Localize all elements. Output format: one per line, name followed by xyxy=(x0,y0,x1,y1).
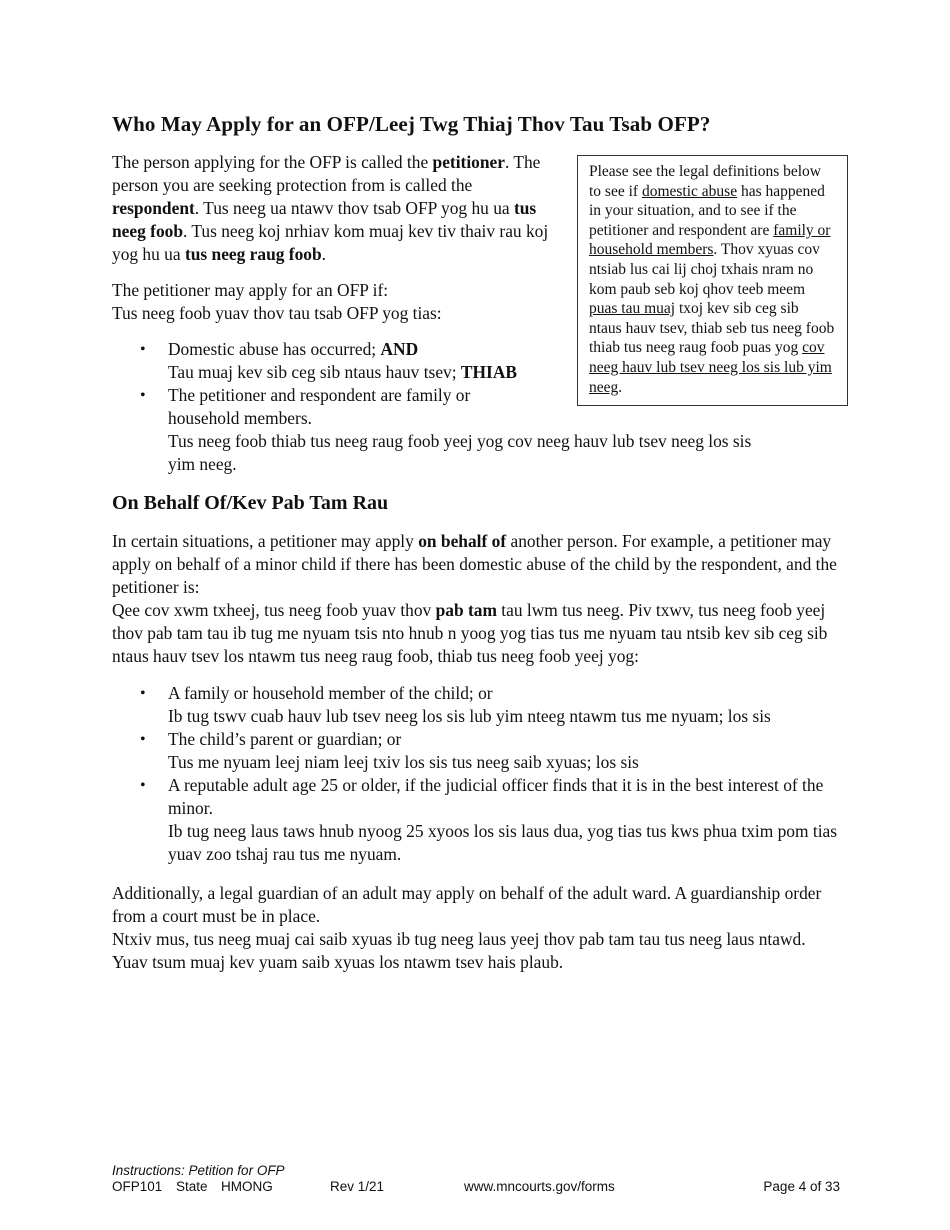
footer-page-number: Page 4 of 33 xyxy=(763,1179,840,1194)
page-heading: Who May Apply for an OFP/Leej Twg Thiaj Thov Tau Tsab OFP? xyxy=(112,112,711,136)
domestic-abuse-link: domestic abuse xyxy=(641,182,738,200)
additionally-paragraph: Additionally, a legal guardian of an adult may apply on behalf of the adult ward. A guardianship order from a court must be in place. Ntxiv mus, tus neeg muaj cai saib xyuas ib tug neeg laus yeej thov pab tam tau tus neeg laus ntawd. Yuav tsum muaj kev yuam saib xyuas los ntawm tsev hais plaub. xyxy=(112,883,822,972)
footer-form-number: OFP101 xyxy=(112,1179,163,1194)
footer-language: HMONG xyxy=(221,1179,273,1194)
conditions-list xyxy=(112,338,792,476)
definitions-note-box: Please see the legal definitions below to see if domestic abuse has happened in your situation, and to see if the petitioner and respondent are family or household members. Thov xyuas cov ntsiab lus cai lij choj txhais nram no kom paub seb koj qhov teeb meem puas tau muaj txoj kev sib ceg sib ntaus hauv tsev, thiab seb tus neeg foob thiab tus neeg raug foob puas yog cov neeg hauv lub tsev neeg los sis lub yim neeg. xyxy=(577,155,848,406)
footer-url[interactable]: www.mncourts.gov/forms xyxy=(464,1179,615,1194)
footer-title: Instructions: Petition for OFP xyxy=(112,1163,285,1178)
behalf-paragraph: In certain situations, a petitioner may apply on behalf of another person. For example, a petitioner may apply on behalf of a minor child if there has been domestic abuse of the child by the respondent, and the petitioner is: Qee cov xwm txheej, tus neeg foob yuav thov pab tam tau lwm tus neeg. Piv txwv, tus neeg foob yeej thov pab tam tau ib tug me nyuam tsis nto hnub n yoog yog tias tus me nyuam tau ntsib kev sib ceg sib ntaus hauv tsev los ntawm tus neeg raug foob, thiab tus neeg foob yeej yog: xyxy=(112,531,837,666)
puas-tau-muaj-link: puas tau muaj xyxy=(589,300,676,318)
footer-state: State xyxy=(176,1179,208,1194)
list-item: • Domestic abuse has occurred; AND Tau muaj kev sib ceg sib ntaus hauv tsev; THIAB xyxy=(112,338,792,384)
list-item: • A family or household member of the child; or Ib tug tswv cuab hauv lub tsev neeg los sis lub yim nteeg ntawm tus me nyuam; los sis xyxy=(112,682,838,728)
page-footer xyxy=(112,1163,840,1197)
list-item: • The child’s parent or guardian; or Tus me nyuam leej niam leej txiv los sis tus neeg saib xyuas; los sis xyxy=(112,728,838,774)
petitioner-list xyxy=(112,682,838,866)
section-heading-on-behalf: On Behalf Of/Kev Pab Tam Rau xyxy=(112,492,389,514)
may-apply-paragraph: The petitioner may apply for an OFP if: Tus neeg foob yuav thov tau tsab OFP yog tias: xyxy=(112,280,442,323)
footer-revision: Rev 1/21 xyxy=(330,1179,385,1194)
list-item: • A reputable adult age 25 or older, if the judicial officer finds that it is in the best interest of the minor. Ib tug neeg laus taws hnub nyoog 25 xyoos los sis laus dua, yog tias tus kws phua txim pom tias yuav zoo tshaj rau tus me nyuam. xyxy=(112,774,838,866)
cov-neeg-link: cov neeg hauv lub tsev neeg los sis lub yim neeg xyxy=(589,339,832,396)
family-household-link: family or household members xyxy=(589,221,831,259)
list-item: • The petitioner and respondent are family or household members. Tus neeg foob thiab tus neeg raug foob yeej yog cov neeg hauv lub tsev neeg los sis yim neeg. xyxy=(112,384,792,476)
intro-paragraph: The person applying for the OFP is called the petitioner. The person you are seeking protection from is called the respondent. Tus neeg ua ntawv thov tsab OFP yog hu ua tus neeg foob. Tus neeg koj nrhiav kom muaj kev tiv thaiv rau koj yog hu ua tus neeg raug foob. xyxy=(112,152,549,264)
